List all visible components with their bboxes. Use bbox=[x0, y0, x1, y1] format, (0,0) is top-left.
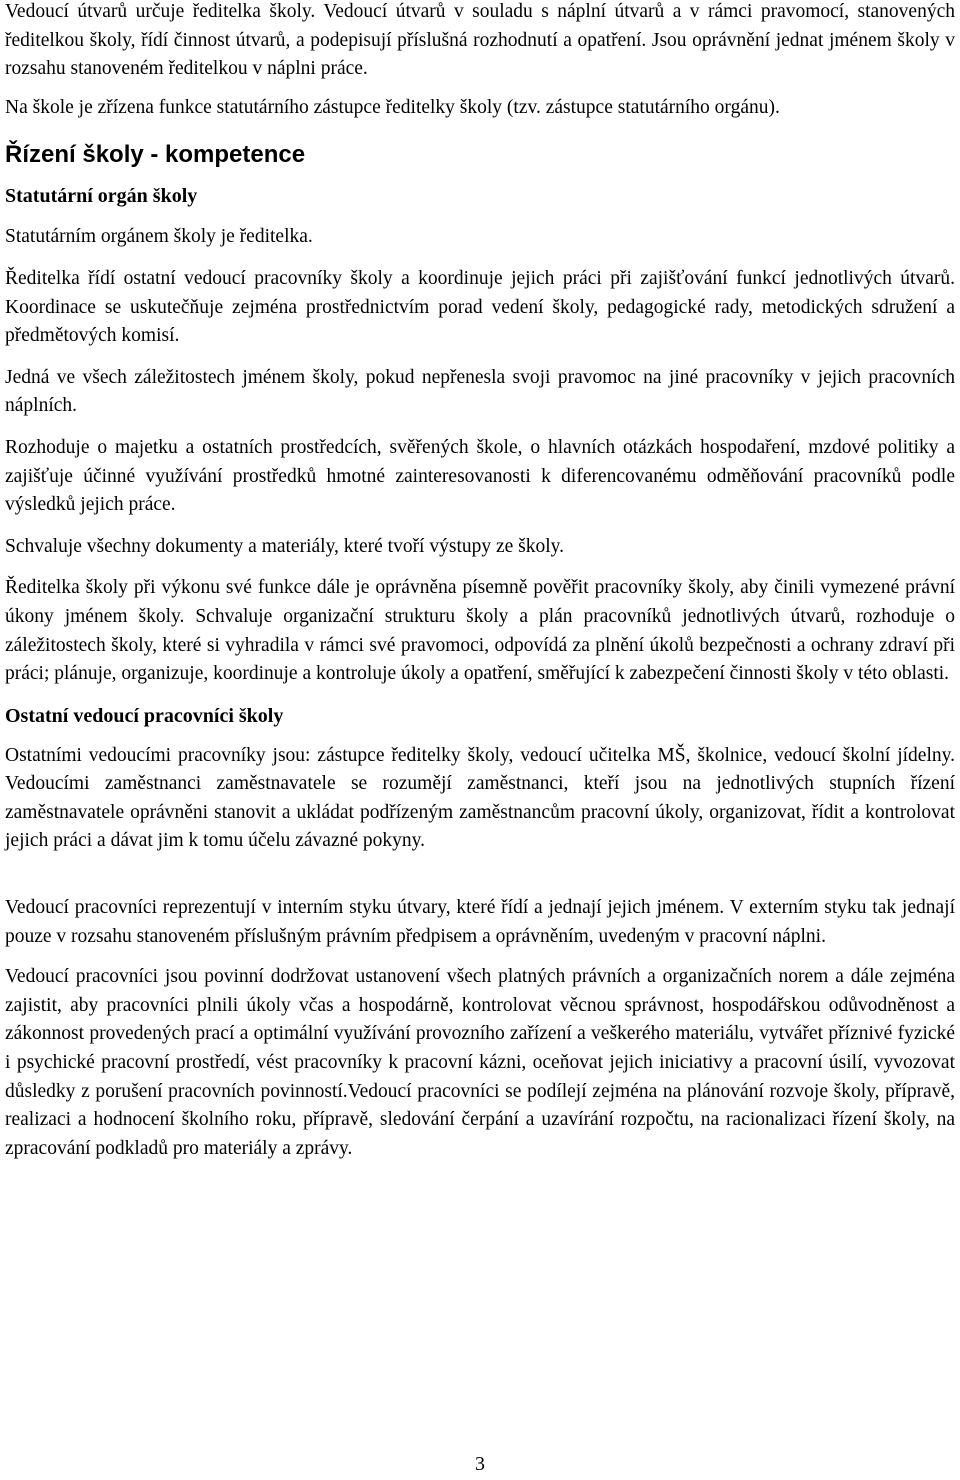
statutory-heading: Statutární orgán školy bbox=[5, 185, 198, 208]
other-managers-paragraph-3: Vedoucí pracovníci jsou povinní dodržovat ustanovení všech platných právních a organizačních norem a dále zejména zajistit, aby pracovníci plnili úkoly včas a hospodárně, kontrolovat věcnou správnost, hospodářskou odůvodněnost a zákonnost provedených prací a optimální využívání provozního zařízení a veškerého materiálu, vytvářet příznivé fyzické i psychické pracovní prostředí, vést pracovníky k pracovní kázni, oceňovat jejich iniciativy a pracovní úsilí, vyvozovat důsledky z porušení pracovních povinností.Vedoucí pracovníci se podílejí zejména na plánování rozvoje školy, přípravě, realizaci a hodnocení školního roku, přípravě, sledování čerpání a uzavírání rozpočtu, na racionalizaci řízení školy, na zpracování podkladů pro materiály a zprávy. bbox=[5, 966, 955, 1159]
statutory-paragraph-4: Rozhoduje o majetku a ostatních prostředcích, svěřených škole, o hlavních otázkách hospodaření, mzdové politiky a zajišťuje účinné využívání prostředků hmotné zainteresovanosti k diferencovanému odměňování pracovníků podle výsledků jejich práce. bbox=[5, 436, 955, 516]
statutory-paragraph-5: Schvaluje všechny dokumenty a materiály, které tvoří výstupy ze školy. bbox=[5, 535, 565, 557]
statutory-paragraph-6: Ředitelka školy při výkonu své funkce dále je oprávněna písemně pověřit pracovníky školy, aby činili vymezené právní úkony jménem školy. Schvaluje organizační strukturu školy a plán pracovníků jednotlivých útvarů, rozhoduje o záležitostech školy, které si vyhradila v rámci své pravomoci, odpovídá za plnění úkolů bezpečnosti a ochrany zdraví při práci; plánuje, organizuje, koordinuje a kontroluje úkoly a opatření, směřující k zabezpečení činnosti školy v této oblasti. bbox=[5, 577, 955, 685]
statutory-paragraph-2: Ředitelka řídí ostatní vedoucí pracovníky školy a koordinuje jejich práci při zajišťování funkcí jednotlivých útvarů. Koordinace se uskutečňuje zejména prostřednictvím porad vedení školy, pedagogické rady, metodických sdružení a předmětových komisí. bbox=[5, 267, 955, 347]
section-title: Řízení školy - kompetence bbox=[5, 141, 306, 169]
document-page bbox=[5, 0, 955, 1163]
other-managers-paragraph-2: Vedoucí pracovníci reprezentují v interním styku útvary, které řídí a jednají jejich jménem. V externím styku tak jednají pouze v rozsahu stanoveném příslušným právním předpisem a oprávněním, uvedeným v pracovní náplni. bbox=[5, 897, 955, 947]
other-managers-paragraph-1: Ostatními vedoucími pracovníky jsou: zástupce ředitelky školy, vedoucí učitelka MŠ, školnice, vedoucí školní jídelny. Vedoucími zaměstnanci zaměstnavatele se rozumějí zaměstnanci, kteří jsou na jednotlivých stupních řízení zaměstnavatele oprávněni stanovit a ukládat podřízeným zaměstnancům pracovní úkoly, organizovat, řídit a kontrolovat jejich práci a dávat jim k tomu účelu závazné pokyny. bbox=[5, 744, 955, 852]
intro-paragraph-1: Vedoucí útvarů určuje ředitelka školy. Vedoucí útvarů v souladu s náplní útvarů a v rámci pravomocí, stanovených ředitelkou školy, řídí činnost útvarů, a podepisují příslušná rozhodnutí a opatření. Jsou oprávnění jednat jménem školy v rozsahu stanoveném ředitelkou v náplni práce. bbox=[5, 1, 955, 80]
statutory-paragraph-1: Statutárním orgánem školy je ředitelka. bbox=[5, 226, 313, 248]
other-managers-heading: Ostatní vedoucí pracovníci školy bbox=[5, 704, 284, 727]
page-number: 3 bbox=[475, 1453, 485, 1475]
statutory-paragraph-3: Jedná ve všech záležitostech jménem školy, pokud nepřenesla svoji pravomoc na jiné pracovníky v jejich pracovních náplních. bbox=[5, 366, 955, 417]
intro-paragraph-2: Na škole je zřízena funkce statutárního zástupce ředitelky školy (tzv. zástupce statutárního orgánu). bbox=[5, 96, 780, 118]
